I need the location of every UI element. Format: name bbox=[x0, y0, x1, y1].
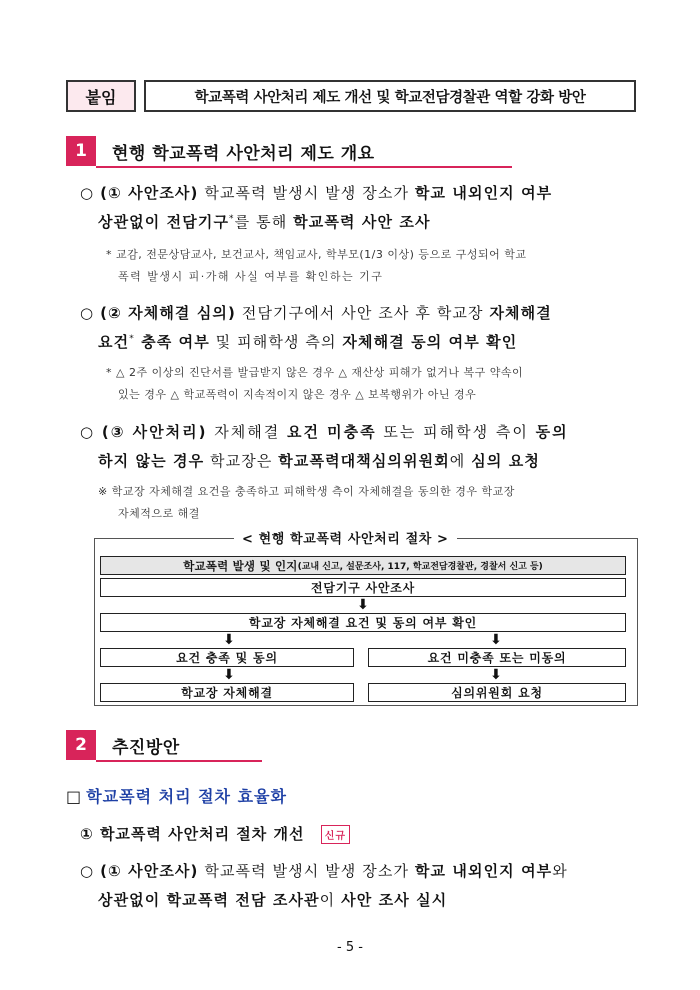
flow-arrow-down-icon: ⬇ bbox=[223, 667, 235, 683]
section-number: 1 bbox=[66, 136, 96, 166]
section-title: 현행 학교폭력 사안처리 제도 개요 bbox=[112, 143, 375, 164]
item-1-line-2: 상관없이 전담기구*를 통해 학교폭력 사안 조사 bbox=[98, 213, 431, 231]
attachment-label: 붙임 bbox=[66, 80, 136, 112]
section-2-heading bbox=[66, 730, 180, 760]
flow-arrow-down-icon: ⬇ bbox=[490, 632, 502, 648]
plan-line-2: 상관없이 학교폭력 전담 조사관이 사안 조사 실시 bbox=[98, 891, 448, 909]
flowchart-title: < 현행 학교폭력 사안처리 절차 > bbox=[234, 528, 457, 547]
item-heading: ① 학교폭력 사안처리 절차 개선 신규 bbox=[80, 823, 350, 844]
flow-result-self-resolution: 학교장 자체해결 bbox=[100, 683, 354, 702]
item-label: (① 사안조사) bbox=[100, 184, 199, 202]
item-2-line-1: ○ (② 자체해결 심의) 전담기구에서 사안 조사 후 학교장 자체해결 bbox=[80, 304, 552, 322]
bullet: ○ bbox=[80, 184, 95, 202]
bullet: ○ bbox=[80, 862, 95, 880]
subsection-heading bbox=[66, 784, 287, 807]
section-number: 2 bbox=[66, 730, 96, 760]
subsection-title: 학교폭력 처리 절차 효율화 bbox=[86, 787, 287, 806]
flow-arrow-down-icon: ⬇ bbox=[223, 632, 235, 648]
plan-line-1: ○ (① 사안조사) 학교폭력 발생시 발생 장소가 학교 내외인지 여부와 bbox=[80, 862, 568, 880]
section-title: 추진방안 bbox=[112, 737, 180, 758]
flow-result-committee-request: 심의위원회 요청 bbox=[368, 683, 626, 702]
item-3-line-2: 하지 않는 경우 학교장은 학교폭력대책심의위원회에 심의 요청 bbox=[98, 452, 540, 470]
page-number: - 5 - bbox=[337, 940, 363, 955]
item-label: (① 사안조사) bbox=[100, 862, 199, 880]
flow-step-investigation: 전담기구 사안조사 bbox=[100, 578, 626, 597]
new-badge: 신규 bbox=[321, 825, 350, 844]
item-2-line-2: 요건* 충족 여부 및 피해학생 측의 자체해결 동의 여부 확인 bbox=[98, 333, 518, 351]
item-3-note-2: 자체적으로 해결 bbox=[118, 507, 200, 520]
flow-arrow-down-icon: ⬇ bbox=[490, 667, 502, 683]
item-1-note-2: 폭력 발생시 피·가해 사실 여부를 확인하는 기구 bbox=[118, 270, 384, 283]
item-label: (③ 사안처리) bbox=[101, 423, 208, 441]
item-3-note-1: ※ 학교장 자체해결 요건을 충족하고 피해학생 측이 자체해결을 동의한 경우 학교장 bbox=[98, 485, 515, 498]
square-bullet-icon: □ bbox=[66, 787, 82, 806]
item-1-line-1: ○ (① 사안조사) 학교폭력 발생시 발생 장소가 학교 내외인지 여부 bbox=[80, 184, 553, 202]
item-2-note-1: * △ 2주 이상의 진단서를 발급받지 않은 경우 △ 재산상 피해가 없거나 복구 약속이 bbox=[106, 366, 524, 379]
section-1-underline bbox=[96, 166, 512, 168]
item-heading-title: 학교폭력 사안처리 절차 개선 bbox=[99, 825, 305, 843]
bullet: ○ bbox=[80, 304, 95, 322]
section-2-underline bbox=[96, 760, 262, 762]
item-2-note-2: 있는 경우 △ 학교폭력이 지속적이지 않은 경우 △ 보복행위가 아닌 경우 bbox=[118, 388, 477, 401]
document-title: 학교폭력 사안처리 제도 개선 및 학교전담경찰관 역할 강화 방안 bbox=[144, 80, 636, 112]
bullet: ○ bbox=[80, 423, 96, 441]
item-1-note-1: * 교감, 전문상담교사, 보건교사, 책임교사, 학부모(1/3 이상) 등으로 구성되어 학교 bbox=[106, 248, 527, 261]
flow-step-check: 학교장 자체해결 요건 및 동의 여부 확인 bbox=[100, 613, 626, 632]
section-1-heading bbox=[66, 136, 375, 166]
item-label: (② 자체해결 심의) bbox=[100, 304, 236, 322]
item-3-line-1: ○ (③ 사안처리) 자체해결 요건 미충족 또는 피해학생 측이 동의 bbox=[80, 423, 569, 441]
flow-step-occurrence: 학교폭력 발생 및 인지 (교내 신고, 설문조사, 117, 학교전담경찰관, 경찰서 신고 등) bbox=[100, 556, 626, 575]
flow-branch-agree: 요건 충족 및 동의 bbox=[100, 648, 354, 667]
flow-arrow-down-icon: ⬇ bbox=[357, 597, 369, 613]
flow-branch-disagree: 요건 미충족 또는 미동의 bbox=[368, 648, 626, 667]
